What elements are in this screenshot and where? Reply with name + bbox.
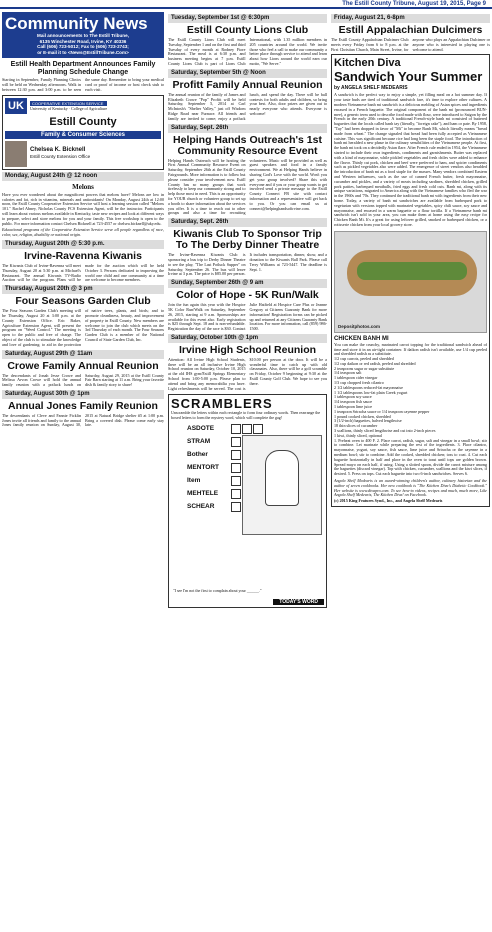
ingredient-item: 1/2 cup carrots, peeled and shredded (334, 356, 394, 362)
ihs-article: Attention: All Irvine High School Students, there will be an all inclusive Irvine High School reunion on Saturday, October 10, 2015 at the old IHS gym/Estill Springs Elementary School from 1:00-5:00 p.m. Please plan to attend and bring any memorabilia you have. Light refreshments will be served. The cost is $10.00 per person at the door. It will be a wonderful time to catch up with old classmates. Also, there will be a golf scramble on Friday, October 9 beginning at 9:30 at the Estill County Golf Club. We hope to see you there. (168, 356, 327, 391)
profitt-date-bar: Saturday, September 5th @ Noon (168, 69, 327, 78)
masthead-line: 6135 Winchester Road, Irvine, KY 40336 (39, 38, 127, 44)
lions-article: The Estill County Lions Club will meet Tuesday, September 1 and on the first and third Tuesday of every month at Rodney Fiore Restaurant. The meal is at 6:30 p.m. and business meeting begins at 7 p.m. Estill County Lions Club is part of Lions Club International, with 1.35 million members in 205 countries around the world. We invite those who feel a call to make our community a better place through service to attend and learn about how Lions around the world earn our motto, "We Serve." (168, 37, 327, 66)
crowe-headline: Crowe Family Annual Reunion (7, 359, 159, 372)
color-headline: Color of Hope - 5K Run/Walk (176, 289, 319, 302)
hho-article: Helping Hands Outreach will be hosting the First Annual Community Resource Event on Saturday, September 26th at the Estill County Fairgrounds. More information is to follow but please consider your involvement now. Estill County has so many groups that work tirelessly to keep our community strong and to help those most in need. This is an opportunity for YOUR church or volunteer group to set up a booth to share information about the services you offer. It is a time to reach out to other groups and also a time for recruiting volunteers. Music will be provided as well as guest speakers and food in a family environment. We at Helping Hands believe in sharing God's Love with the world. Won't you get your group involved? Share this with everyone and if you or your group wants to get involved send a private message to the Estill County Connect FB site with contact information and a representative will get back to you. Or you can email us at connect@helpinghandsofirvine.com. (168, 157, 327, 216)
masthead-title: Community News (5, 14, 148, 33)
recipe-title: CHICKEN BANH MI (334, 335, 389, 342)
answer-box[interactable] (231, 489, 241, 499)
ingredient-item: 2 teaspoons sugar or sugar substitute (334, 365, 395, 371)
kiwanis-trip-article: The Irvine-Ravenna Kiwanis Club is sponsoring a bus trip to Derby Dinner Theatre to see the play, "The Last Potluck Supper" on Saturday, September 26. The bus will leave Irvine at 3 p.m. The price is $85.00 per person. It includes transportation, dinner, show, and a donation to the Kiwanis Ball Park. Please call Terry Williams at 723-5447. The deadline is Sept. 1. (168, 252, 327, 277)
page-header: The Estill County Tribune, August 19, 2015, Page 9 (0, 0, 492, 9)
scrambled-word: STRAM (187, 437, 211, 445)
column-2 (168, 12, 327, 928)
scrambled-word: Bother (187, 450, 208, 458)
garden-headline: Four Seasons Garden Club (15, 295, 151, 308)
dulcimer-article: The Estill County Appalachian Dulcimer Club meets every Friday from 6 to 8 p.m. at the First Christian Church, Main Street, Irvine, for anyone who plays an Appalachian Dulcimer or anyone who is interested in playing one is welcome to attend. (331, 37, 490, 52)
column-3 (331, 12, 490, 928)
ingredient-item: 1 tablespoon lime juice (334, 404, 373, 410)
kitchen-diva-title: Kitchen Diva (334, 57, 401, 70)
dulcimer-headline: Estill Appalachian Dulcimers (338, 24, 483, 36)
health-headline: Estill Health Department Announces Family Planning Schedule Change (10, 61, 156, 77)
scramblers-puzzle (168, 394, 327, 608)
scrambled-word: Item (187, 476, 201, 484)
profitt-article: The annual reunion of the family of James and Elizabeth Crowe "Pop" Profitt will be held Saturday, September 5, 2014 at Carl McIntosh's "Shelter Valley," just off Wisdom Ridge Road near Furnace. All friends and family are invited to come; enjoy a potluck lunch, and spend the day. There will be ball contests for both adults and children, so bring your best. Also, door prizes are given out to nearly everyone who attends. Everyone is welcome! (168, 91, 327, 121)
melons-article: Have you ever wondered about the magnificent powers that melons have? Melons are low in calories and fat, rich in vitamins, minerals and antioxidants! On Monday, August 24th at 12:00 noon, the Estill County Cooperative Extension Service will host a learning session called "Melons 101." Rachel Abney, Nicholas County FCS Extension Agent, will be the instructor. Participants will learn about various melons available in Kentucky, taste new recipes and look at different ways to prepare, select and store melons for you and your family. This free workshop is open to the public. For more information contact Chelsea Bicknell at 723-4557 or chelsea.bicknell@uky.edu. (2, 191, 164, 226)
ingredient-item: 2 1/2 tablespoons reduced-fat mayonnaise (334, 384, 403, 390)
sandwich-photo (334, 231, 487, 333)
kiwanis-article: The Kiwanis Club of Irvine-Ravenna will meet Thursday, August 20 at 5:30 p.m. at Michael's Restaurant. The annual Kiwanis TV-Radio Auction will be the program. Plans will be made for the auction which will be held October 3. Persons dedicated to improving the world one child and one community at a time are welcome to become members. (2, 262, 164, 283)
fcs-banner: Family & Consumer Sciences (5, 131, 161, 139)
column-1 (2, 12, 164, 928)
jones-date-bar: Saturday, August 30th @ 1pm (2, 390, 164, 399)
ingredient-list (334, 357, 487, 439)
extension-ad (2, 95, 164, 170)
kiwanis-headline: Irvine-Ravenna Kiwanis (24, 249, 142, 262)
ingredient-item: 1/4 teaspoon fish sauce (334, 399, 373, 405)
profitt-headline: Profitt Family Annual Reunion (172, 78, 323, 91)
crowe-date-bar: Saturday, August 29th @ 11am (2, 350, 164, 359)
ingredient-item: 1 pound cooked chicken, shredded (334, 413, 391, 419)
scrambled-word: SCHEAR (187, 502, 215, 510)
masthead-line: or E-mail it to <News@EstillTribune.Com> (37, 49, 129, 55)
answer-box[interactable] (231, 502, 241, 512)
recipe-intro: You can make the crunchy, marinated carrot topping for the traditional sandwich ahead of time and store it in an air-tight container. If daikon radish isn't available, use 1/4 cup peeled and shredded radish as a substitute. (334, 341, 487, 357)
scramblers-instructions: Unscramble the letters within each rectangle to form four ordinary words. Then rearrange the boxed letters to form the mystery word, which will complete the gag! (171, 410, 321, 421)
copyright: (c) 2015 King Features Synd., Inc., and Angela Shelf Medearis (334, 498, 443, 504)
lions-date-bar: Tuesday, September 1st @ 6:30pm (168, 14, 327, 23)
county-name: Estill County (49, 115, 117, 128)
extension-disclaimer: Educational programs of the Cooperative Extension Service serve all people regardless of race, color, sex, religion, disability or national origin. (2, 227, 164, 238)
ingredient-item: 1/3 cup chopped fresh cilantro (334, 380, 384, 386)
lions-headline: Estill County Lions Club (186, 24, 309, 36)
agent-photo (5, 141, 27, 167)
uk-logo: UK (5, 98, 27, 114)
kiwanis-trip-date-bar: Saturday, Sept. 26th (168, 218, 327, 227)
garden-date-bar: Thursday, August 20th @ 3 pm (2, 285, 164, 294)
hho-date-bar: Saturday, Sept. 26th (168, 124, 327, 133)
kitchen-diva-article: A sandwich is the perfect way to enjoy a simple, yet filling meal on a hot summer day. If your taste buds are tired of traditional sandwich fare, it's time to explore other cultures. A modern Vietnamese banh mi sandwich is a delicious melding of Asian spices and ingredients encased in a French baguette. The original component of the banh mi (pronounced BUN-mee), a generic term used to describe food made with flour, were introduced to Saigon by the French in the early 20th century. A traditional French-style banh mi consisted of buttered baguettes that the locals called banh tay (literally, "foreign cake"), and ham or pate. By 1958, "Tay" had been dropped in favor of "Mi" to become Banh Mi, which literally means "bread made from wheat." The change signaled that bread had been fully accepted as Vietnamese cuisine. This was significant because rice had long been the staple food. The introduction of banh mi heralded a new phase in the culinary sensibilities of the Vietnamese people. At first, the banh mi took on a decidedly Asian flare. After French rule ended in 1954, the Vietnamese started to include their own ingredients, condiments and garnishments. Butter was replaced with a kind of mayonnaise, while pickled vegetables and fresh chiles were added to enhance the flavor. Thinly cut pork, chicken and beef were preferred to ham, and spicier condiments such as pickled vegetables also were added. The emergence of street vendors also heralded the introduction of banh mi as a food staple for the masses. Many vendors combined Eastern and Western influences, such as the use of canned French butter, fresh mayonnaise, cucumber and pickles, and a variety of meats including sardines, shredded chicken, grilled pork patties, barbequed meatballs, fried eggs and fresh cold cuts. Banh mi, along with its unique variations, migrated to America along with the Vietnamese families who fled the war in the 1960s and '70s. They continued the traditional banh mi with ingredients from their new home. Today, a variety of banh mi sandwiches are available from barbequed pork to vegetarian with versions topped with marinated vegetables, spicy chili sauce, soy sauce and mayonnaise, and encased in a warm baguette or a flour tortilla. If a Vietnamese banh mi sandwich isn't sold in your area, you can make them at home using the easy recipe for Chicken Banh Mi. It's a great for using leftover grilled, smoked or barbequed chicken, or a rotisserie chicken from your local grocery store. (334, 92, 488, 227)
agent-title: Estill County Extension Office (30, 154, 91, 160)
hho-headline: Helping Hands Outreach's 1st Community Resource Event (173, 133, 322, 157)
answer-box[interactable] (231, 450, 241, 460)
ingredient-item: 1 tablespoon cider vinegar (334, 375, 378, 381)
kitchen-diva-headline: Sandwich Your Summer (334, 69, 483, 85)
color-article: Join the fun again this year with the Hospice 5K Color Run/Walk on Saturday, September 26, 2015, starting at 9 a.m. Sponsorships are available for this event also. Early registration is $25 through Sept. 18 and is non-refundable. Registration the day of the race is $30. Contact Julie Hatfield at Hospice Care Plus or Jeanne Gregory at Citizens Guaranty Bank for more information! Registration forms can be picked up and returned at any Citizens Guaranty Bank location. For more information, call (859) 986-1500. (168, 302, 327, 332)
cartoon-caption: "I see I'm not the first to complain about your ______." (173, 587, 262, 593)
answer-box[interactable] (231, 437, 241, 447)
ingredient-item: 1 teaspoon Sriracha sauce or 1/4 teaspoon cayenne pepper (334, 408, 430, 414)
answer-box[interactable] (231, 463, 241, 473)
dulcimer-date-bar: Friday, August 21, 6-8pm (331, 14, 490, 23)
scrambled-word: MEHTELE (187, 489, 219, 497)
ingredient-item: 18 thin slices of cucumber (334, 423, 378, 429)
ingredient-item: 1 1/2 tablespoons low-fat plain Greek yogurt (334, 389, 408, 395)
scramblers-title: SCRAMBLERS (171, 396, 273, 412)
health-article: Starting in September, Family Planning Clinics will be held on Wednesday afternoons. Walk in between 12:30 p.m. and 3:00 p.m. to be seen the same day. Remember to bring your medical card or proof of income or host check stub to each visit. (2, 77, 164, 92)
masthead-line: Call (606) 723-5012; Fax to (606) 723-2743; (37, 44, 129, 50)
melons-date-bar: Monday, August 24th @ 12 noon (2, 172, 164, 181)
author-bio: Angela Shelf Medearis is an award-winning children's author, culinary historian and the author of seven cookbooks. Her new cookbook is "The Kitchen Diva's Diabetic Cookbook." Her website is www.divapro.com. To see how-to videos, recipes and much, much more, Like Angela Shelf Medearis, The Kitchen Diva! on Facebook. (334, 478, 487, 498)
answer-box[interactable] (231, 476, 241, 486)
jones-article: The descendants of Cleve and Fannie Ficklin Jones invite all friends and family to the annual Jones family reunion on Sunday, August 30, 2015 at Natural Bridge shelter #5 at 1:00 p.m. Bring a covered dish. Please come early stay late. (2, 412, 164, 428)
melons-headline: Melons (72, 182, 94, 191)
garden-article: The Four Seasons Garden Club's meeting will be Thursday, August 20 at 3:00 p.m. at the County Extension Office. Eric Baker, Agriculture Extension Agent, will present the program on "Weed Control." The meeting is open to the public and free of charge. The object of the club is to stimulate the knowledge and love of gardening; to aid in the protection of native trees, plants, and birds; and to promote cleanliness, beauty, and improvement of property in Estill County. New members are welcome to join the club which meets on the 3rd Thursday of each month. The Four Seasons Garden Club is a member of the National Council of State Garden Club, Inc. (2, 308, 164, 347)
masthead-line: Mail announcements to The Estill Tribune, (37, 33, 129, 38)
ihs-date-bar: Saturday, October 10th @ 1pm (168, 334, 327, 343)
jones-headline: Annual Jones Family Reunion (8, 399, 158, 412)
photo-credit: Depositphotos.com (338, 323, 381, 329)
answer-box[interactable] (253, 424, 263, 434)
scrambled-word: MENTORT (187, 463, 220, 471)
recipe-steps: 1. Preheat oven to 400 F. 2. Place carrot, radish, sugar, salt and vinegar in a small bowl; stir to combine. Let marinate while preparing the rest of the ingredients. 3. Place cilantro, mayonnaise, yogurt, soy sauce, fish sauce, lime juice and Sriracha or the cayenne in a medium bowl; stir to combine. Add the cooked, shredded chicken; toss to coat. 4. Cut each baguette horizontally in half and place in the oven to toast until tops are golden brown. Spread mayo on each half, if using. Using a slotted spoon, divide the carrot mixture among the baguettes (discard vinegar). Top with chicken, cucumber, scallions and the kiwi slices, if desired. 5. Press on tops. Cut each baguette into two 6-inch sandwiches. Serves 6. (334, 437, 487, 477)
answer-box[interactable] (242, 424, 252, 434)
answer-box[interactable] (231, 424, 241, 434)
kitchen-diva-byline: by ANGELA SHELF MEDEARIS (334, 85, 408, 92)
ingredient-item: 1 tablespoon soy sauce (334, 394, 372, 400)
uk-line-1: COOPERATIVE EXTENSION SERVICE (30, 101, 107, 106)
agent-name: Chelsea K. Bicknell (30, 147, 86, 154)
ihs-headline: Irvine High School Reunion (178, 343, 317, 356)
community-news-masthead (2, 12, 164, 58)
crowe-article: The descendants of Jonah Jesse Crowe and Melissa Arvon Crowe will hold the annual family reunion with a potluck lunch on Saturday, August 29, 2015 at the Estill County Fair Barn starting at 11 a.m. Bring your favorite dish & family story to share! (2, 372, 164, 388)
ingredient-item: 3 scallions, thinly sliced lengthwise and cut into 2-inch pieces (334, 428, 436, 434)
ingredient-item: 3 (1/2-inch) baguettes, halved lengthwise (334, 418, 402, 424)
ingredient-item: 1/4 teaspoon salt (334, 370, 362, 376)
ingredient-item: 1 kiwi, thinly sliced, optional (334, 432, 382, 438)
color-date-bar: Sunday, September 26th @ 9 am (168, 279, 327, 288)
todays-word-label: TODAY'S WORD (273, 599, 324, 606)
scrambled-word: ASDOTE (187, 424, 215, 432)
kitchen-diva-column (331, 54, 490, 507)
uk-line-2: University of Kentucky · College of Agriculture (30, 105, 108, 111)
ingredient-item: 1/2 cup daikon or red radish, peeled and shredded (334, 360, 416, 366)
cartoon-illustration (242, 435, 322, 535)
kiwanis-date-bar: Thursday, August 20th @ 5:30 p.m. (2, 240, 164, 249)
kiwanis-trip-headline: Kiwanis Club To Sponsor Trip To The Derby Dinner Theatre (173, 228, 322, 252)
